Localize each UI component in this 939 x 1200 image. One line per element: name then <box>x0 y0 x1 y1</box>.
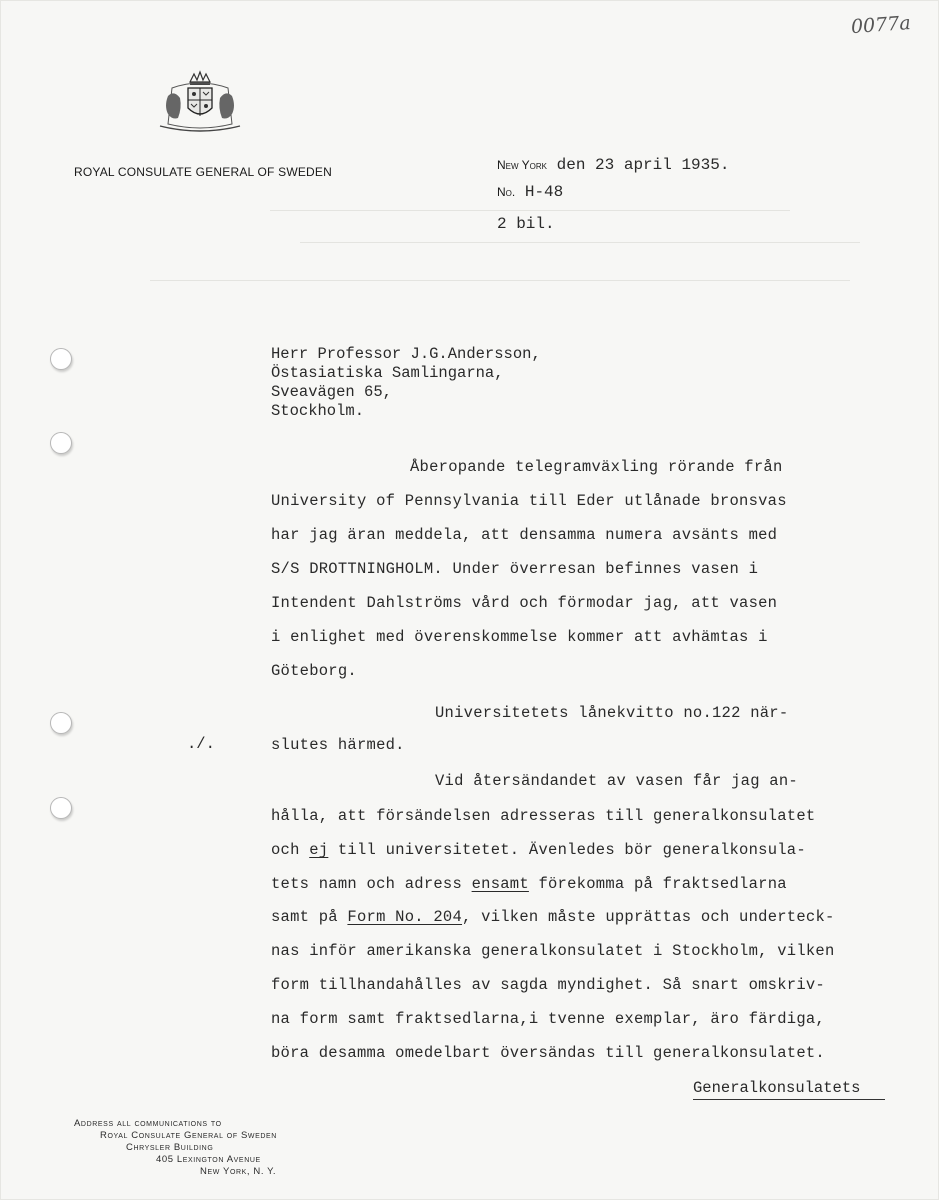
body-text-run: förekomma på fraktsedlarna <box>528 875 787 893</box>
addressee-line: Herr Professor J.G.Andersson, <box>271 345 541 363</box>
city-label: New York <box>497 158 548 172</box>
body-line: University of Pennsylvania till Eder utlånade bronsvas <box>271 492 787 510</box>
signoff-line: Generalkonsulatets <box>693 1079 885 1100</box>
body-line <box>271 875 787 893</box>
underlined-form-number: Form No. 204 <box>347 908 463 926</box>
addressee-line: Stockholm. <box>271 402 365 420</box>
body-line: Åberopande telegramväxling rörande från <box>410 458 783 476</box>
body-line: hålla, att försändelsen adresseras till generalkonsulatet <box>271 807 816 825</box>
punch-hole-icon <box>50 712 72 734</box>
body-line: i enlighet med överenskommelse kommer att avhämtas i <box>271 628 768 646</box>
body-line: form tillhandahålles av sagda myndighet. Så snart omskriv- <box>271 976 825 994</box>
body-line: slutes härmed. <box>271 736 405 754</box>
reference-number: H-48 <box>524 183 564 201</box>
footer-line: Address all communications to <box>74 1118 222 1129</box>
reference-label: No. <box>497 185 516 199</box>
body-text-run: tets namn och adress <box>271 875 472 893</box>
addressee-line: Östasiatiska Samlingarna, <box>271 364 504 382</box>
punch-hole-icon <box>50 432 72 454</box>
footer-line: Royal Consulate General of Sweden <box>100 1130 277 1141</box>
body-line: S/S DROTTNINGHOLM. Under överresan befinnes vasen i <box>271 560 759 578</box>
body-text-run: samt på <box>271 908 348 926</box>
enclosure-mark: ./. <box>187 735 215 753</box>
underlined-word: ej <box>309 841 329 859</box>
punch-hole-icon <box>50 348 72 370</box>
archive-number: 0077a <box>850 11 912 39</box>
body-line: har jag äran meddela, att densamma numera avsänts med <box>271 526 778 544</box>
letter-date: den 23 april 1935. <box>556 156 730 174</box>
letter-date-line <box>497 156 729 174</box>
bleed-through-line <box>150 280 850 281</box>
body-line: Vid återsändandet av vasen får jag an- <box>435 772 798 790</box>
coat-of-arms-icon <box>150 70 250 136</box>
footer-line: 405 Lexington Avenue <box>156 1154 261 1165</box>
reference-line <box>497 183 563 201</box>
bleed-through-line <box>270 210 790 211</box>
footer-line: Chrysler Building <box>126 1142 214 1153</box>
body-text-run: och <box>271 841 310 859</box>
body-line: na form samt fraktsedlarna,i tvenne exemplar, äro färdiga, <box>271 1010 825 1028</box>
body-line: nas inför amerikanska generalkonsulatet i Stockholm, vilken <box>271 942 835 960</box>
body-line: Intendent Dahlströms vård och förmodar jag, att vasen <box>271 594 778 612</box>
punch-hole-icon <box>50 797 72 819</box>
underlined-word: ensamt <box>471 875 529 893</box>
enclosures-count: 2 bil. <box>497 215 555 233</box>
letterhead-org-name: ROYAL CONSULATE GENERAL OF SWEDEN <box>74 165 332 179</box>
body-line: Universitetets lånekvitto no.122 när- <box>435 704 789 722</box>
body-text-run: till universitetet. Ävenledes bör generalkonsula- <box>328 841 806 859</box>
body-line: Göteborg. <box>271 662 357 680</box>
body-text-run: , vilken måste upprättas och underteck- <box>462 908 835 926</box>
addressee-line: Sveavägen 65, <box>271 383 392 401</box>
bleed-through-line <box>300 242 860 243</box>
addressee-block <box>271 345 541 421</box>
body-line <box>271 908 835 926</box>
footer-address <box>74 1118 277 1178</box>
body-line <box>271 841 806 859</box>
footer-line: New York, N. Y. <box>200 1166 277 1177</box>
body-line: böra desamma omedelbart översändas till generalkonsulatet. <box>271 1044 825 1062</box>
